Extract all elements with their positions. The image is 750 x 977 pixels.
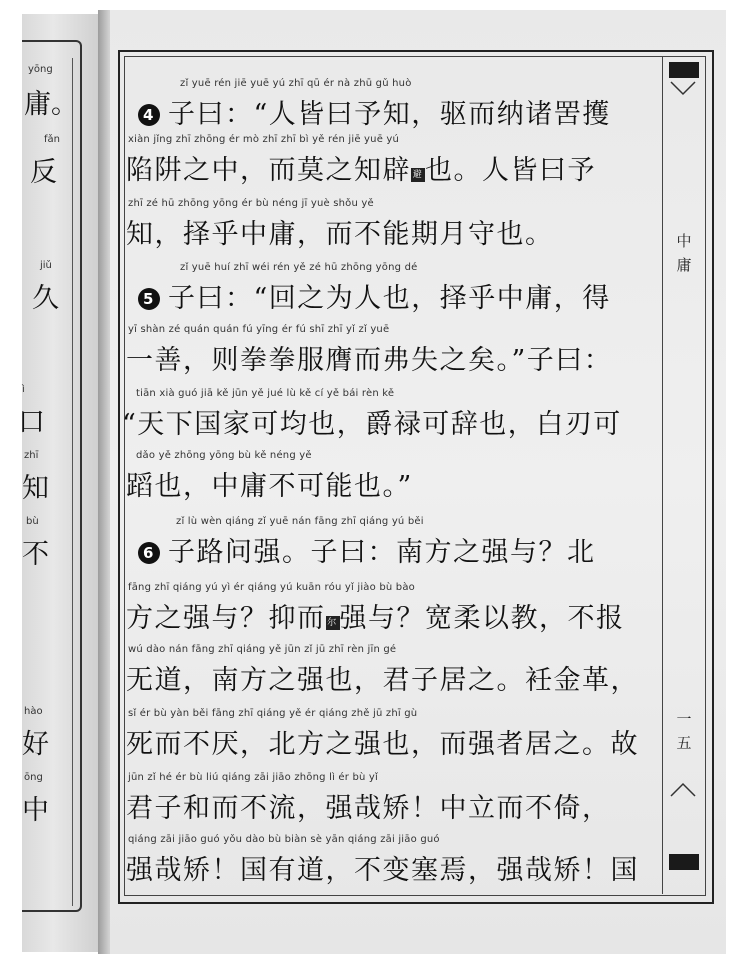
pinyin-row: sǐ ér bù yàn běi fāng zhī qiáng yě ér qiáng zhě jū zhī gù	[128, 708, 418, 719]
page-number-char: 一	[676, 710, 692, 728]
pinyin-row: xiàn jǐng zhī zhōng ér mò zhī zhī bì yě rén jiē yuē yú	[128, 134, 400, 145]
sidebar-bottom-block	[669, 854, 699, 870]
sidebar-top-block	[669, 62, 699, 78]
chevron-down-icon	[671, 82, 695, 100]
left-pinyin: yōng	[28, 64, 53, 75]
page-number-char: 五	[676, 734, 692, 752]
left-text: 不	[22, 539, 49, 570]
hanzi-row	[126, 596, 625, 635]
left-text: 知	[22, 473, 49, 504]
chevron-up-icon	[671, 778, 695, 796]
left-pinyin: zhī	[24, 450, 39, 461]
hanzi-row: 君子和而不流，强哉矫！中立而不倚，	[126, 793, 611, 824]
hanzi-text: 子曰：“回之为人也，择乎中庸，得	[168, 283, 611, 314]
hanzi-text: 方之强与？抑而	[126, 603, 326, 634]
hanzi-row: 无道，南方之强也，君子居之。衽金革，	[126, 665, 639, 696]
pinyin-row: tiān xià guó jiā kě jūn yě jué lù kě cí yě bái rèn kě	[136, 388, 395, 399]
left-text: 久	[32, 283, 59, 314]
hanzi-row	[138, 530, 596, 569]
left-page	[18, 14, 100, 952]
hanzi-row: 一善，则拳拳服膺而弗失之矣。”子曰：	[126, 345, 613, 376]
pinyin-row: zǐ lù wèn qiáng zǐ yuē nán fāng zhī qiáng yú běi	[176, 516, 424, 527]
left-pinyin: ōng	[24, 772, 43, 783]
left-text: 口	[18, 407, 45, 438]
left-text: 中	[22, 795, 49, 826]
phonetic-note: 避	[412, 170, 424, 180]
hanzi-row	[138, 276, 611, 315]
section-marker: 4	[138, 104, 160, 126]
hanzi-text: 子路问强。子曰：南方之强与？北	[168, 537, 596, 568]
left-pinyin: ì	[22, 384, 25, 395]
left-text: 好	[22, 729, 49, 760]
pinyin-row: jūn zǐ hé ér bù liú qiáng zāi jiāo zhōng lì ér bù yǐ	[128, 772, 379, 783]
pinyin-row: zǐ yuē huí zhī wéi rén yě zé hū zhōng yōng dé	[180, 262, 418, 273]
page-sidebar	[662, 56, 705, 894]
left-text: 庸。	[24, 89, 78, 120]
hanzi-row: 强哉矫！国有道，不变塞焉，强哉矫！国	[126, 855, 639, 886]
section-marker: 5	[138, 288, 160, 310]
hanzi-row: 知，择乎中庸，而不能期月守也。	[126, 219, 554, 250]
hanzi-text: 子曰：“人皆曰予知，驱而纳诸罟擭	[168, 99, 611, 130]
sidebar-title-char: 庸	[676, 256, 692, 274]
hanzi-row: “天下国家可均也，爵禄可辞也，白刃可	[122, 409, 622, 440]
pinyin-row: wú dào nán fāng zhī qiáng yě jūn zǐ jū zhī rèn jīn gé	[128, 644, 397, 655]
pinyin-row: dǎo yě zhōng yōng bù kě néng yě	[136, 450, 312, 461]
phonetic-note: 尔	[327, 618, 338, 628]
sidebar-title-char: 中	[676, 232, 692, 250]
left-pinyin: hào	[24, 706, 43, 717]
pinyin-row: zǐ yuē rén jiē yuē yú zhī qū ér nà zhū gǔ huò	[180, 78, 412, 89]
left-text: 反	[30, 157, 57, 188]
hanzi-text: 也。人皆曰予	[425, 155, 596, 186]
left-pinyin: bù	[26, 516, 39, 527]
hanzi-text: 陷阱之中，而莫之知辟	[126, 155, 411, 186]
section-marker: 6	[138, 542, 160, 564]
pinyin-row: yī shàn zé quán quán fú yīng ér fú shī zhī yǐ zǐ yuē	[128, 324, 390, 335]
hanzi-row	[126, 148, 596, 187]
hanzi-text: 强与？宽柔以教，不报	[339, 603, 625, 634]
right-page	[110, 10, 726, 954]
pinyin-row: zhī zé hū zhōng yōng ér bù néng jī yuè shǒu yě	[128, 198, 374, 209]
pinyin-row: qiáng zāi jiāo guó yǒu dào bù biàn sè yān qiáng zāi jiāo guó	[128, 834, 440, 845]
pinyin-row: fāng zhī qiáng yú yì ér qiáng yú kuān róu yǐ jiào bù bào	[128, 582, 415, 593]
hanzi-row: 死而不厌，北方之强也，而强者居之。故	[126, 729, 639, 760]
hanzi-row: 蹈也，中庸不可能也。”	[126, 471, 413, 502]
hanzi-row	[138, 92, 611, 131]
left-pinyin: jiǔ	[40, 260, 52, 271]
left-pinyin: fǎn	[44, 134, 60, 145]
